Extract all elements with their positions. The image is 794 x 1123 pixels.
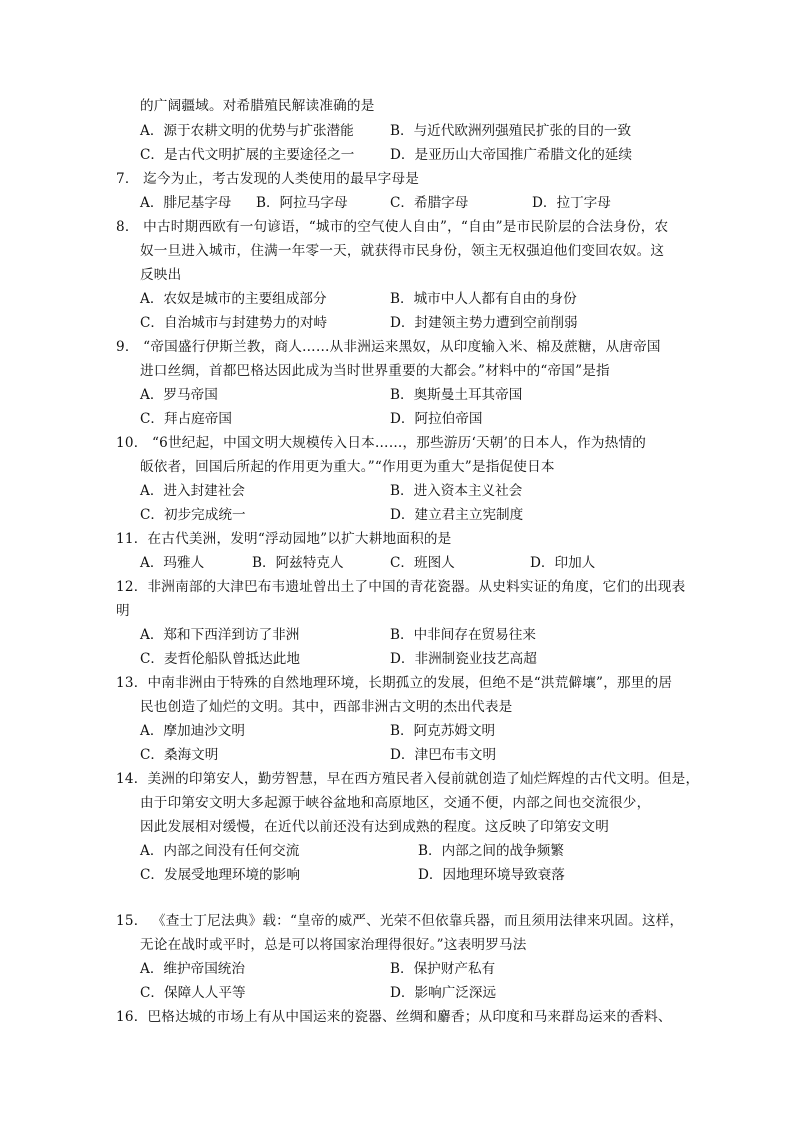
q8-option-a: A．农奴是城市的主要组成部分 — [140, 291, 327, 307]
q6-option-d: D．是亚历山大帝国推广希腊文化的延续 — [390, 147, 632, 163]
q7-option-c: C．希腊字母 — [390, 195, 469, 211]
q13-stem-line: 民也创造了灿烂的文明。其中，西部非洲古文明的杰出代表是 — [140, 699, 513, 715]
q7-option-a: A．腓尼基字母 — [140, 195, 232, 211]
q9-option-d: D．阿拉伯帝国 — [390, 411, 483, 427]
q16-stem-line: 16．巴格达城的市场上有从中国运来的瓷器、丝绸和麝香；从印度和马来群岛运来的香料、 — [116, 1009, 672, 1025]
q9-stem-line: 9． “帝国盛行伊斯兰教，商人……从非洲运来黑奴，从印度输入米、棉及蔗糖，从唐帝国 — [116, 339, 661, 355]
q7-option-d: D．拉丁字母 — [532, 195, 611, 211]
q8-stem-line: 反映出 — [140, 267, 182, 283]
q14-stem-line: 因此发展相对缓慢，在近代以前还没有达到成熟的程度。这反映了印第安文明 — [140, 819, 609, 835]
q14-stem-line: 由于印第安文明大多起源于峡谷盆地和高原地区，交通不便，内部之间也交流很少， — [140, 795, 651, 811]
q10-option-c: C．初步完成统一 — [140, 507, 246, 523]
q14-option-c: C．发展受地理环境的影响 — [140, 867, 300, 883]
q9-stem-line: 进口丝绸，首都巴格达因此成为当时世界重要的大都会。”材料中的“帝国”是指 — [140, 363, 610, 379]
q14-option-b: B．内部之间的战争频繁 — [418, 843, 564, 859]
q11-stem-line: 11．在古代美洲，发明“浮动园地”以扩大耕地面积的是 — [116, 531, 452, 547]
q6-stem-line: 的广阔疆域。对希腊殖民解读准确的是 — [140, 98, 375, 114]
q8-option-d: D．封建领主势力遭到空前削弱 — [390, 315, 578, 331]
q7-option-b: B．阿拉马字母 — [256, 195, 348, 211]
q11-option-c: C．班图人 — [390, 555, 455, 571]
q10-stem-line: 皈依者，回国后所起的作用更为重大。”“作用更为重大”是指促使日本 — [140, 459, 555, 475]
q15-option-c: C．保障人人平等 — [140, 985, 246, 1001]
q8-option-c: C．自治城市与封建势力的对峙 — [140, 315, 328, 331]
q10-stem-line: 10． “6世纪起，中国文明大规模传入日本……，那些游历‘天朝’的日本人，作为热情的 — [116, 435, 647, 451]
q8-stem-line: 奴一旦进入城市，住满一年零一天，就获得市民身份，领主无权强迫他们变回农奴。这 — [140, 243, 665, 259]
q9-option-b: B．奥斯曼土耳其帝国 — [390, 387, 523, 403]
q10-option-a: A．进入封建社会 — [140, 483, 245, 499]
q11-option-a: A．玛雅人 — [140, 555, 205, 571]
q12-option-a: A．郑和下西洋到访了非洲 — [140, 627, 300, 643]
q6-option-b: B．与近代欧洲列强殖民扩张的目的一致 — [390, 123, 632, 139]
q7-stem-line: 7． 迄今为止，考古发现的人类使用的最早字母是 — [116, 171, 420, 187]
q14-option-d: D．因地理环境导致衰落 — [418, 867, 565, 883]
q11-option-b: B．阿兹特克人 — [252, 555, 344, 571]
q8-option-b: B．城市中人人都有自由的身份 — [390, 291, 577, 307]
q8-stem-line: 8． 中古时期西欧有一句谚语，“城市的空气使人自由”，“自由”是市民阶层的合法身份，农 — [116, 219, 669, 235]
q14-stem-line: 14．美洲的印第安人，勤劳智慧，早在西方殖民者入侵前就创造了灿烂辉煌的古代文明。但是， — [116, 771, 700, 787]
q14-option-a: A．内部之间没有任何交流 — [140, 843, 300, 859]
q10-option-b: B．进入资本主义社会 — [390, 483, 523, 499]
q15-option-b: B．保护财产私有 — [390, 961, 496, 977]
q13-option-b: B．阿克苏姆文明 — [390, 723, 496, 739]
q15-option-a: A．维护帝国统治 — [140, 961, 245, 977]
q11-option-d: D．印加人 — [530, 555, 596, 571]
q12-option-d: D．非洲制瓷业技艺高超 — [390, 651, 537, 667]
q15-option-d: D．影响广泛深远 — [390, 985, 497, 1001]
q12-option-b: B．中非间存在贸易往来 — [390, 627, 536, 643]
q15-stem-line: 15． 《查士丁尼法典》载：“皇帝的威严、光荣不但依靠兵器，而且须用法律来巩固。这样， — [116, 913, 684, 929]
q10-option-d: D．建立君主立宪制度 — [390, 507, 524, 523]
q9-option-c: C．拜占庭帝国 — [140, 411, 232, 427]
q13-option-d: D．津巴布韦文明 — [390, 747, 497, 763]
q13-option-c: C．桑海文明 — [140, 747, 219, 763]
q12-stem-line: 12．非洲南部的大津巴布韦遗址曾出土了中国的青花瓷器。从史料实证的角度，它们的出现表 — [116, 579, 686, 595]
q6-option-a: A．源于农耕文明的优势与扩张潜能 — [140, 123, 354, 139]
q12-option-c: C．麦哲伦船队曾抵达此地 — [140, 651, 300, 667]
q12-stem-line: 明 — [116, 603, 130, 619]
q15-stem-line: 无论在战时或平时，总是可以将国家治理得很好。”这表明罗马法 — [140, 937, 527, 953]
q13-option-a: A．摩加迪沙文明 — [140, 723, 245, 739]
q9-option-a: A．罗马帝国 — [140, 387, 218, 403]
q6-option-c: C．是古代文明扩展的主要途径之一 — [140, 147, 355, 163]
q13-stem-line: 13．中南非洲由于特殊的自然地理环境，长期孤立的发展，但绝不是“洪荒僻壤”，那里的居 — [116, 675, 673, 691]
